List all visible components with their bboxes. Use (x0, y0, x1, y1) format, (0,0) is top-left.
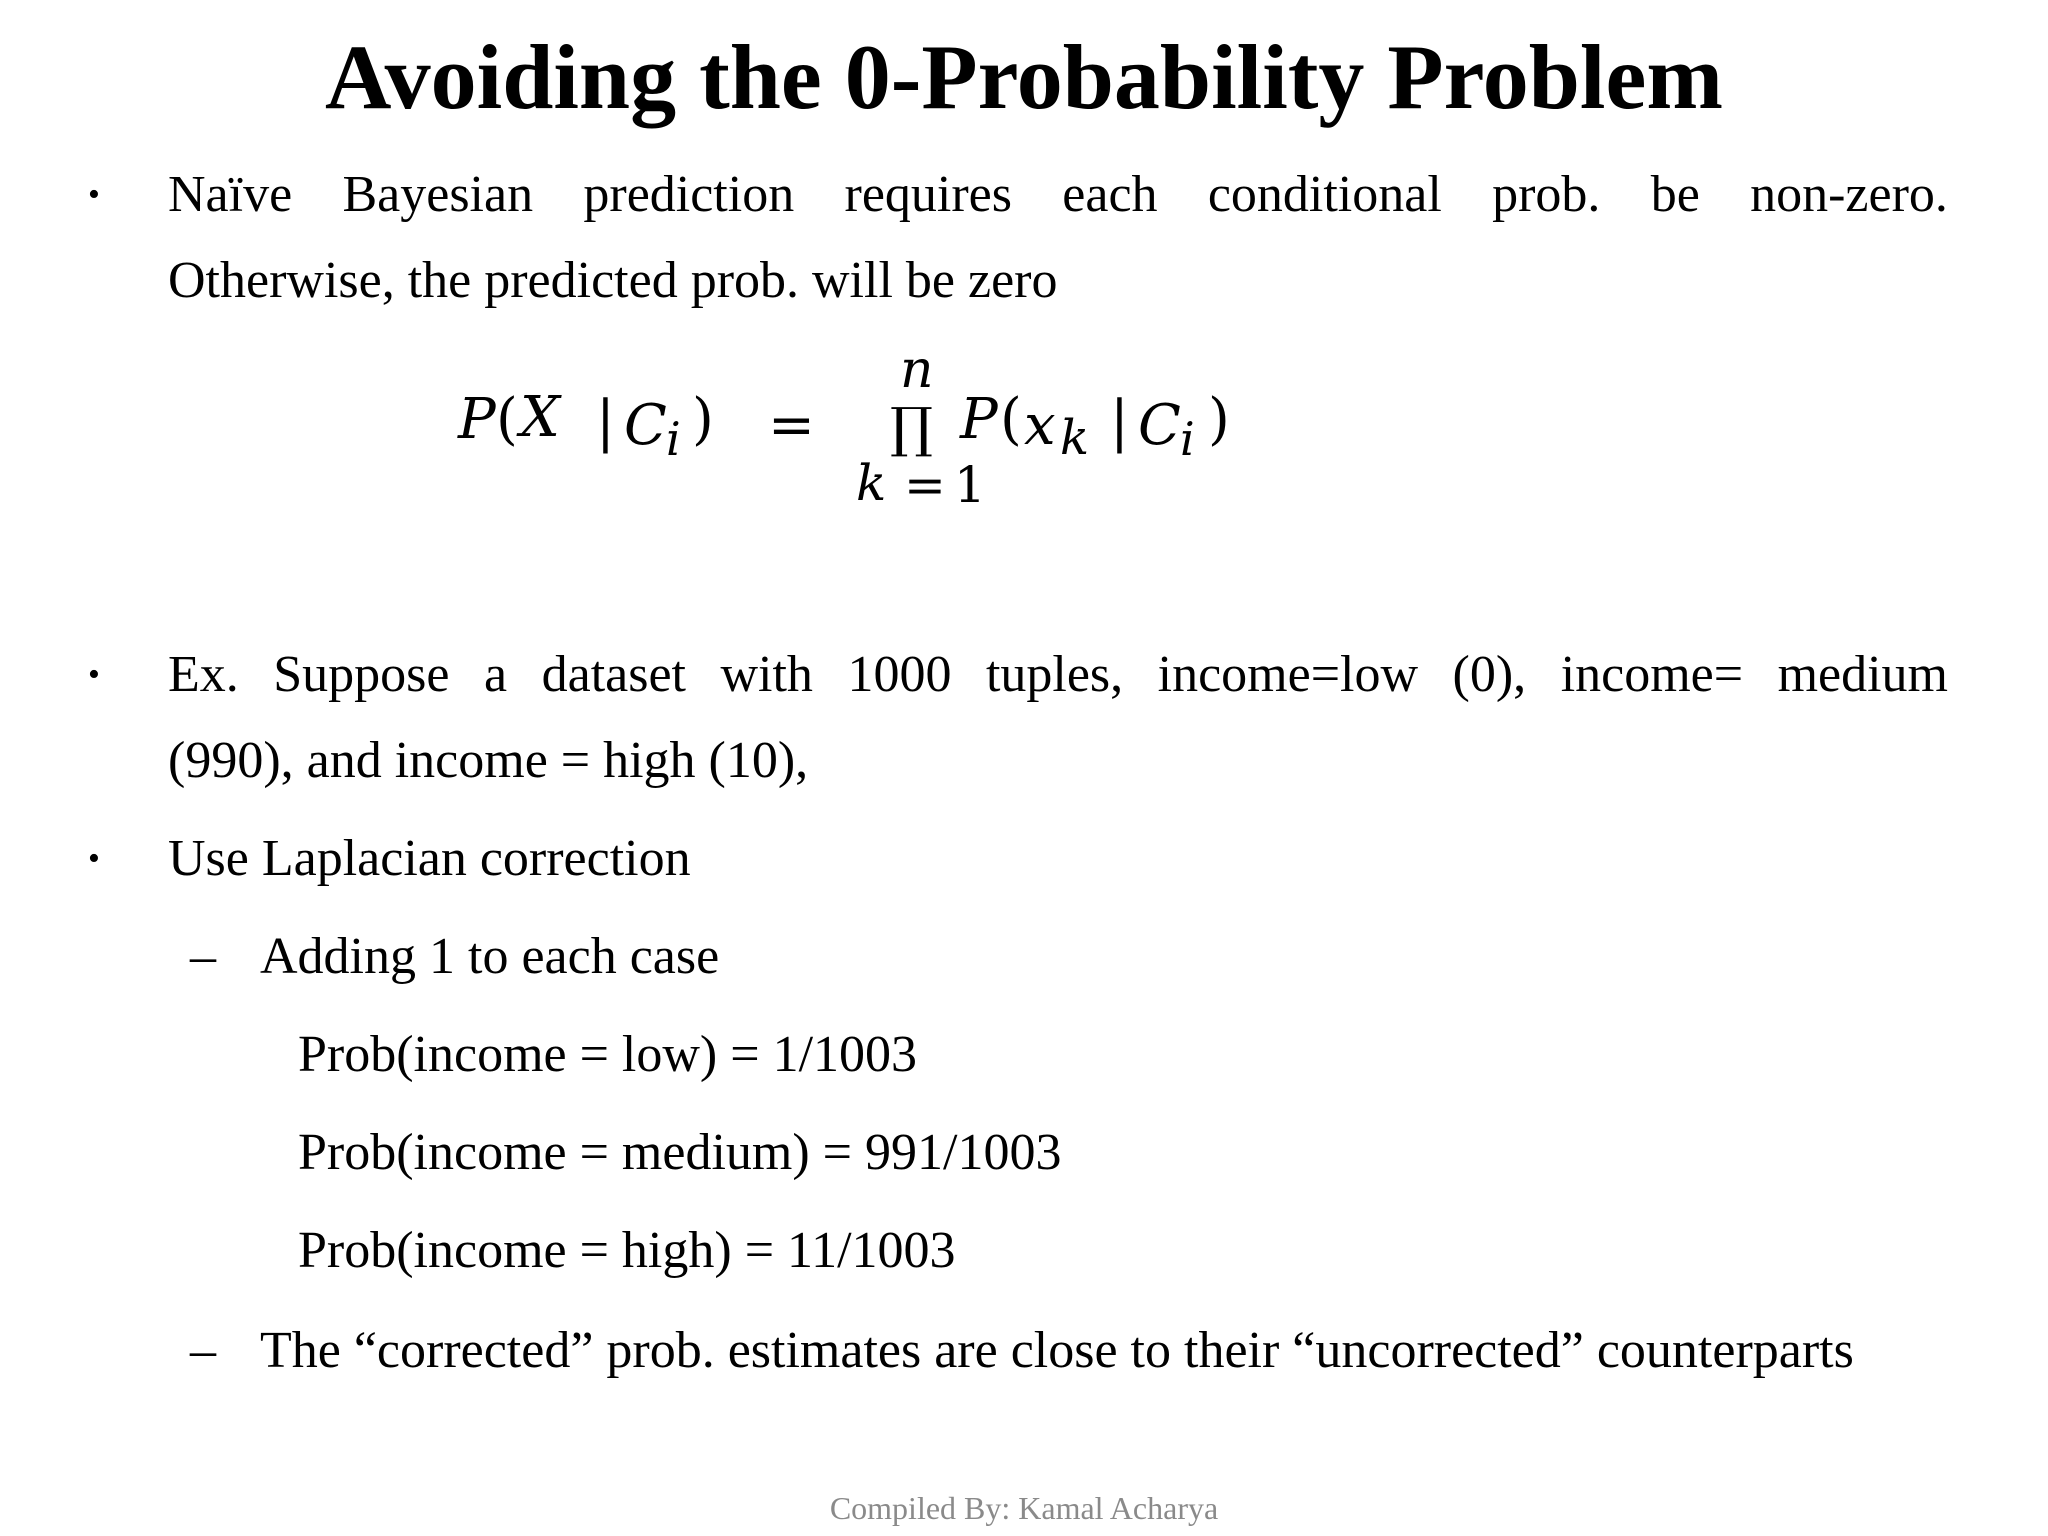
word: dataset (541, 646, 686, 703)
word: each (1062, 166, 1158, 223)
formula-rhs-x: x (1024, 393, 1056, 458)
word: Suppose (273, 646, 450, 703)
word: be (1650, 166, 1700, 223)
word: income=low (1157, 646, 1419, 703)
formula-upper-n: n (900, 340, 934, 400)
word: Ex. (168, 646, 239, 703)
prob-line-medium: Prob(income = medium) = 991/1003 (298, 1124, 1062, 1181)
bullet-marker: • (88, 176, 100, 213)
word: requires (844, 166, 1012, 223)
dash-marker: – (190, 1322, 216, 1379)
formula-product: ∏ (890, 396, 933, 459)
bullet2-line2: (990), and income = high (10), (168, 732, 809, 789)
formula-lhs-X: X (520, 385, 560, 450)
formula-equals: = (768, 393, 815, 458)
formula-rhs-k: k (1060, 410, 1090, 466)
word: non-zero. (1750, 166, 1948, 223)
prob-line-high: Prob(income = high) = 11/1003 (298, 1222, 956, 1279)
word: a (484, 646, 508, 703)
prob-line-low: Prob(income = low) = 1/1003 (298, 1026, 918, 1083)
sub2-text: The “corrected” prob. estimates are close to their “uncorrected” counterparts (260, 1322, 1854, 1379)
formula-rhs-close: ) (1208, 387, 1230, 452)
formula-lower-one: 1 (954, 456, 986, 514)
word: income= (1560, 646, 1744, 703)
formula-lhs-bar: | (596, 389, 615, 454)
bullet-marker: • (88, 656, 100, 693)
footer-credit: Compiled By: Kamal Acharya (829, 1490, 1219, 1526)
formula-rhs-bar: | (1110, 389, 1129, 454)
formula-lhs-close: ) (692, 387, 714, 452)
formula-lhs-open: ( (496, 387, 518, 452)
formula-lower-k: k (856, 454, 887, 512)
formula-lhs-C: C (624, 393, 667, 458)
word: prob. (1492, 166, 1601, 223)
word: 1000 (847, 646, 952, 703)
dash-marker: – (190, 928, 216, 985)
sub1-text: Adding 1 to each case (260, 928, 720, 985)
bullet-marker: • (88, 840, 100, 877)
formula-rhs-open: ( (1000, 387, 1022, 452)
word: with (720, 646, 813, 703)
word: medium (1777, 646, 1948, 703)
word: tuples, (985, 646, 1124, 703)
formula-rhs-i: i (1180, 412, 1195, 466)
bullet1-line2: Otherwise, the predicted prob. will be zero (168, 252, 1058, 309)
formula-lhs-P: P (458, 387, 496, 452)
formula-lower-eq: = (904, 456, 946, 514)
word: conditional (1207, 166, 1442, 223)
formula-rhs-C: C (1138, 393, 1181, 458)
bullet3-text: Use Laplacian correction (168, 830, 691, 887)
bullet2-line1 (168, 632, 1948, 718)
word: (0), (1452, 646, 1527, 703)
slide-title: Avoiding the 0-Probability Problem (325, 26, 1723, 128)
formula-rhs-P: P (960, 387, 998, 452)
word: prediction (583, 166, 795, 223)
word: Bayesian (342, 166, 534, 223)
word: Naïve (168, 166, 293, 223)
formula-lhs-i: i (666, 412, 681, 466)
